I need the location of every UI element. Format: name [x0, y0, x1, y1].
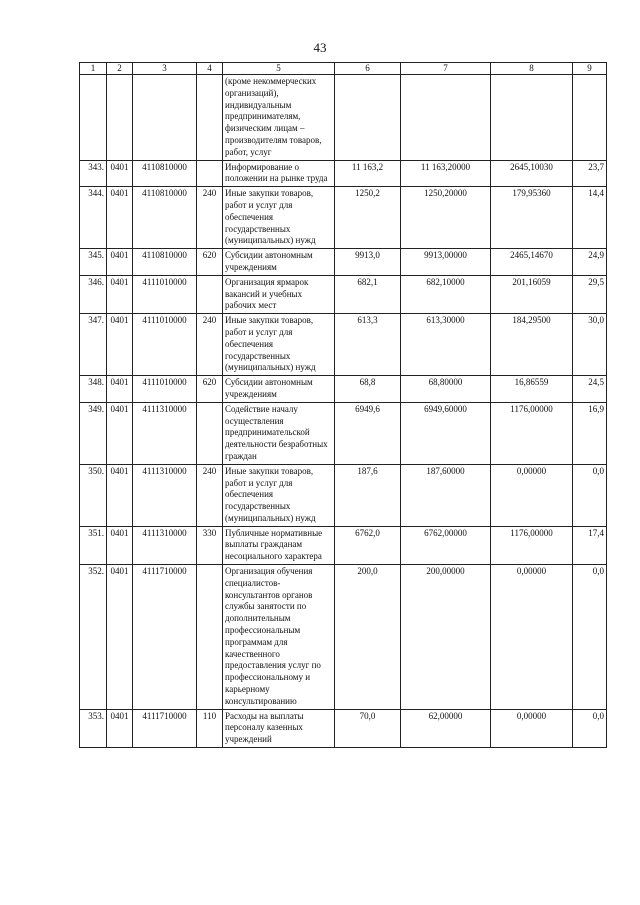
target-article-code: 4111310000 [133, 526, 197, 564]
approved-amount: 187,6 [335, 464, 401, 526]
table-row [80, 526, 607, 564]
table-body [80, 75, 607, 748]
expense-type-code [197, 160, 223, 187]
budget-table [79, 62, 607, 748]
section-code: 0401 [107, 160, 133, 187]
expense-type-code [197, 402, 223, 464]
row-description: Публичные нормативные выплаты гражданам несоциального характера [223, 526, 335, 564]
row-number [80, 75, 107, 161]
approved-amount: 613,3 [335, 314, 401, 376]
header-row [80, 63, 607, 75]
row-number: 353. [80, 709, 107, 747]
section-code: 0401 [107, 314, 133, 376]
table-row [80, 314, 607, 376]
column-header: 2 [107, 63, 133, 75]
approved-amount: 11 163,2 [335, 160, 401, 187]
row-description: Иные закупки товаров, работ и услуг для обеспечения государственных (муниципальных) нужд [223, 314, 335, 376]
plan-amount: 9913,00000 [401, 249, 491, 276]
row-number: 351. [80, 526, 107, 564]
executed-amount: 0,00000 [491, 464, 573, 526]
plan-amount: 68,80000 [401, 376, 491, 403]
column-header: 3 [133, 63, 197, 75]
execution-percent: 0,0 [573, 709, 607, 747]
execution-percent: 24,9 [573, 249, 607, 276]
execution-percent: 24,5 [573, 376, 607, 403]
executed-amount: 0,00000 [491, 565, 573, 710]
row-number: 344. [80, 187, 107, 249]
executed-amount: 16,86559 [491, 376, 573, 403]
table-row [80, 709, 607, 747]
row-description: (кроме некоммерческих организаций), индивидуальным предпринимателям, физическим лицам – производителям товаров, работ, услуг [223, 75, 335, 161]
target-article-code: 4111310000 [133, 464, 197, 526]
target-article-code [133, 75, 197, 161]
row-number: 346. [80, 275, 107, 313]
expense-type-code: 620 [197, 376, 223, 403]
column-header: 6 [335, 63, 401, 75]
column-header: 9 [573, 63, 607, 75]
target-article-code: 4111310000 [133, 402, 197, 464]
expense-type-code: 240 [197, 314, 223, 376]
approved-amount: 68,8 [335, 376, 401, 403]
execution-percent: 0,0 [573, 565, 607, 710]
plan-amount: 6949,60000 [401, 402, 491, 464]
table-row [80, 249, 607, 276]
row-number: 347. [80, 314, 107, 376]
executed-amount: 2465,14670 [491, 249, 573, 276]
execution-percent: 23,7 [573, 160, 607, 187]
column-header: 7 [401, 63, 491, 75]
table-row [80, 402, 607, 464]
row-description: Расходы на выплаты персоналу казенных учреждений [223, 709, 335, 747]
plan-amount: 1250,20000 [401, 187, 491, 249]
section-code: 0401 [107, 709, 133, 747]
row-description: Субсидии автономным учреждениям [223, 376, 335, 403]
approved-amount: 6762,0 [335, 526, 401, 564]
plan-amount: 11 163,20000 [401, 160, 491, 187]
approved-amount: 1250,2 [335, 187, 401, 249]
table-row [80, 565, 607, 710]
table-row [80, 464, 607, 526]
target-article-code: 4111010000 [133, 314, 197, 376]
approved-amount: 9913,0 [335, 249, 401, 276]
section-code: 0401 [107, 249, 133, 276]
expense-type-code: 620 [197, 249, 223, 276]
approved-amount [335, 75, 401, 161]
execution-percent: 14,4 [573, 187, 607, 249]
expense-type-code [197, 75, 223, 161]
section-code: 0401 [107, 376, 133, 403]
section-code: 0401 [107, 187, 133, 249]
expense-type-code [197, 565, 223, 710]
column-header: 5 [223, 63, 335, 75]
executed-amount: 2645,10030 [491, 160, 573, 187]
plan-amount: 6762,00000 [401, 526, 491, 564]
plan-amount: 613,30000 [401, 314, 491, 376]
expense-type-code: 240 [197, 187, 223, 249]
target-article-code: 4110810000 [133, 160, 197, 187]
target-article-code: 4110810000 [133, 249, 197, 276]
approved-amount: 6949,6 [335, 402, 401, 464]
plan-amount: 682,10000 [401, 275, 491, 313]
target-article-code: 4111010000 [133, 376, 197, 403]
target-article-code: 4110810000 [133, 187, 197, 249]
row-description: Иные закупки товаров, работ и услуг для обеспечения государственных (муниципальных) нужд [223, 464, 335, 526]
row-description: Информирование о положении на рынке труда [223, 160, 335, 187]
executed-amount: 1176,00000 [491, 526, 573, 564]
row-description: Субсидии автономным учреждениям [223, 249, 335, 276]
executed-amount: 0,00000 [491, 709, 573, 747]
expense-type-code: 330 [197, 526, 223, 564]
page-number: 43 [313, 40, 327, 55]
plan-amount [401, 75, 491, 161]
target-article-code: 4111010000 [133, 275, 197, 313]
execution-percent: 29,5 [573, 275, 607, 313]
row-number: 350. [80, 464, 107, 526]
expense-type-code: 240 [197, 464, 223, 526]
approved-amount: 70,0 [335, 709, 401, 747]
section-code: 0401 [107, 464, 133, 526]
row-number: 349. [80, 402, 107, 464]
executed-amount: 179,95360 [491, 187, 573, 249]
table-row [80, 376, 607, 403]
row-number: 343. [80, 160, 107, 187]
target-article-code: 4111710000 [133, 565, 197, 710]
section-code: 0401 [107, 526, 133, 564]
column-header: 1 [80, 63, 107, 75]
execution-percent: 17,4 [573, 526, 607, 564]
row-description: Содействие началу осуществления предпринимательской деятельности безработных граждан [223, 402, 335, 464]
column-header: 4 [197, 63, 223, 75]
execution-percent [573, 75, 607, 161]
approved-amount: 682,1 [335, 275, 401, 313]
section-code [107, 75, 133, 161]
row-description: Организация ярмарок вакансий и учебных рабочих мест [223, 275, 335, 313]
table-row [80, 187, 607, 249]
row-number: 352. [80, 565, 107, 710]
approved-amount: 200,0 [335, 565, 401, 710]
section-code: 0401 [107, 275, 133, 313]
expense-type-code: 110 [197, 709, 223, 747]
row-number: 345. [80, 249, 107, 276]
execution-percent: 0,0 [573, 464, 607, 526]
plan-amount: 200,00000 [401, 565, 491, 710]
executed-amount [491, 75, 573, 161]
executed-amount: 1176,00000 [491, 402, 573, 464]
column-header: 8 [491, 63, 573, 75]
executed-amount: 201,16059 [491, 275, 573, 313]
execution-percent: 30,0 [573, 314, 607, 376]
executed-amount: 184,29500 [491, 314, 573, 376]
row-description: Иные закупки товаров, работ и услуг для обеспечения государственных (муниципальных) нужд [223, 187, 335, 249]
table-row [80, 160, 607, 187]
row-number: 348. [80, 376, 107, 403]
section-code: 0401 [107, 402, 133, 464]
plan-amount: 187,60000 [401, 464, 491, 526]
target-article-code: 4111710000 [133, 709, 197, 747]
row-description: Организация обучения специалистов-консультантов органов службы занятости по дополнительным профессиональным программам для качественного предоставления услуг по профессиональному и карьерному консультированию [223, 565, 335, 710]
table-row [80, 75, 607, 161]
execution-percent: 16,9 [573, 402, 607, 464]
expense-type-code [197, 275, 223, 313]
section-code: 0401 [107, 565, 133, 710]
plan-amount: 62,00000 [401, 709, 491, 747]
table-row [80, 275, 607, 313]
